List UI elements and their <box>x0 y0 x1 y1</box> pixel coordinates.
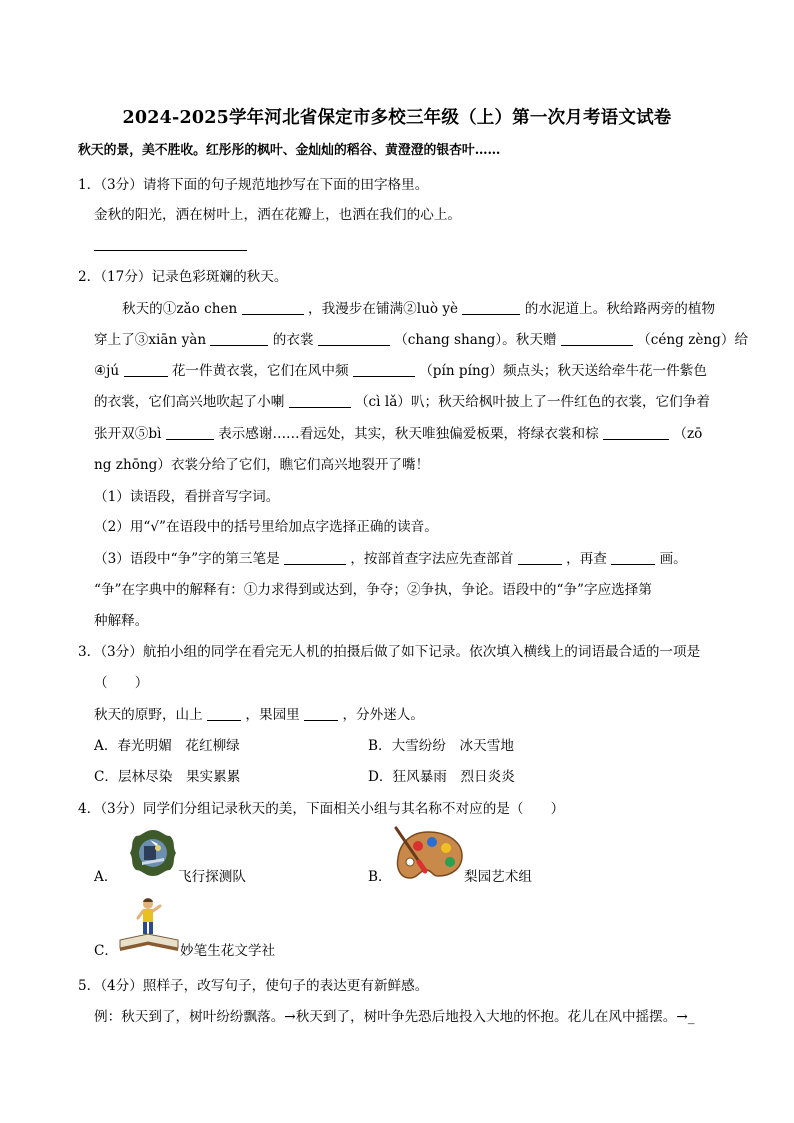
q2-text: 花一件黄衣裳，它们在风中频 <box>171 363 349 379</box>
q3-sentence <box>94 706 424 724</box>
q4-label-b: B． <box>368 869 392 885</box>
intro-text: 秋天的景，美不胜收。红彤彤的枫叶、金灿灿的稻谷、黄澄澄的银杏叶…… <box>78 143 501 158</box>
q4-label-c: C． <box>94 943 118 959</box>
blank-pinping <box>353 363 415 377</box>
q2-sub3-line-3: 种解释。 <box>94 613 149 629</box>
q2-stem: 2．（17分）记录色彩斑斓的秋天。 <box>78 269 288 285</box>
q2-text: （pín píng）频点头；秋天送给牵牛花一件紫色 <box>419 363 707 379</box>
q3-paren: （ ） <box>94 675 149 691</box>
q3-text: 秋天的原野，山上 <box>94 707 203 723</box>
q2-para-line-3 <box>94 362 707 380</box>
flight-team-badge-icon <box>128 828 178 878</box>
q2-text: ，按部首查字法应先查部首 <box>350 551 514 567</box>
q2-text: 画。 <box>659 551 687 567</box>
blank-orchard <box>304 707 338 721</box>
q2-text: 穿上了③xiān yàn <box>94 332 207 348</box>
q2-text: ，我漫步在铺满②luò yè <box>307 301 459 317</box>
literature-book-icon <box>116 896 182 954</box>
q2-text: （chang shang）。秋天赠 <box>394 332 557 348</box>
page-title: 2024-2025学年河北省保定市多校三年级（上）第一次月考语文试卷 <box>122 108 672 128</box>
q5-stem: 5．（4分）照样子，改写句子，使句子的表达更有新鲜感。 <box>78 978 429 994</box>
blank-mountain <box>207 707 241 721</box>
q2-sub3-line-2: “争”在字典中的解释有：①力求得到或达到，争夺；②争执，争论。语段中的“争”字应选择第 <box>94 582 652 598</box>
q2-text: （cì lǎ）叭；秋天给枫叶披上了一件红色的衣裳，它们争着 <box>354 394 710 410</box>
blank-luoye <box>462 301 520 315</box>
q4-name-c: 妙笔生花文学社 <box>180 943 276 959</box>
q3-option-d: D．狂风暴雨 烈日炎炎 <box>368 769 515 785</box>
q1-stem: 1．（3分）请将下面的句子规范地抄写在下面的田字格里。 <box>78 177 429 193</box>
q2-para-line-6: ng zhōng）衣裳分给了它们，瞧它们高兴地裂开了嘴！ <box>94 457 430 473</box>
q2-text: （céng zèng）给 <box>637 332 749 348</box>
q3-option-c: C．层林尽染 果实累累 <box>94 769 241 785</box>
art-palette-icon <box>392 826 464 882</box>
q2-text: 的水泥道上。秋给路两旁的植物 <box>524 301 716 317</box>
blank-cila <box>289 394 351 408</box>
q4-label-a: A． <box>94 869 118 885</box>
q3-option-b: B．大雪纷纷 冰天雪地 <box>368 738 514 754</box>
q2-text: 的衣裳，它们高兴地吹起了小喇 <box>94 394 285 410</box>
q4-stem: 4．（3分）同学们分组记录秋天的美，下面相关小组与其名称不对应的是（ ） <box>78 801 565 817</box>
q3-text: ，分外迷人。 <box>342 707 424 723</box>
blank-cengzeng <box>561 332 633 346</box>
q2-para-line-4 <box>94 393 710 411</box>
q5-example: 例：秋天到了，树叶纷纷飘落。→秋天到了，树叶争先恐后地投入大地的怀抱。花儿在风中摇摆。→_ <box>94 1009 695 1025</box>
q1-sentence: 金秋的阳光，洒在树叶上，洒在花瓣上，也洒在我们的心上。 <box>94 207 462 223</box>
q2-text: （3）语段中“争”字的第三笔是 <box>94 551 280 567</box>
q3-stem: 3．（3分）航拍小组的同学在看完无人机的拍摄后做了如下记录。依次填入横线上的词语最合适的一项是 <box>78 644 701 660</box>
q2-para-line-2 <box>94 331 748 349</box>
blank-zongzhong <box>603 426 669 440</box>
q2-text: 秋天的①zǎo chen <box>122 301 238 317</box>
blank-xianyan <box>210 332 268 346</box>
q1-answer-line <box>94 250 247 251</box>
q4-name-a: 飞行探测队 <box>178 869 246 885</box>
q2-text: ④jú <box>94 363 120 379</box>
q2-sub3-line-1 <box>94 550 687 568</box>
q2-text: 表示感谢……看远处，其实，秋天唯独偏爱板栗，将绿衣裳和棕 <box>218 426 599 442</box>
blank-strokes <box>611 551 655 565</box>
q2-sub2: （2）用“√”在语段中的括号里给加点字选择正确的读音。 <box>94 519 438 535</box>
q2-text: ，再查 <box>566 551 607 567</box>
blank-ju <box>124 363 168 377</box>
blank-radical <box>518 551 562 565</box>
q2-text: 的衣裳 <box>272 332 314 348</box>
q2-text: 张开双⑤bì <box>94 426 162 442</box>
q2-sub1: （1）读语段，看拼音写字词。 <box>94 489 280 505</box>
q3-option-a: A．春光明媚 花红柳绿 <box>94 738 240 754</box>
blank-bi <box>166 426 214 440</box>
blank-third-stroke <box>284 551 346 565</box>
blank-changshang <box>318 332 390 346</box>
q2-para-line-1 <box>122 300 715 318</box>
q4-name-b: 梨园艺术组 <box>464 869 532 885</box>
q3-text: ，果园里 <box>245 707 300 723</box>
q2-text: （zō <box>673 426 703 442</box>
q2-para-line-5 <box>94 425 702 443</box>
blank-zaochen <box>242 301 304 315</box>
